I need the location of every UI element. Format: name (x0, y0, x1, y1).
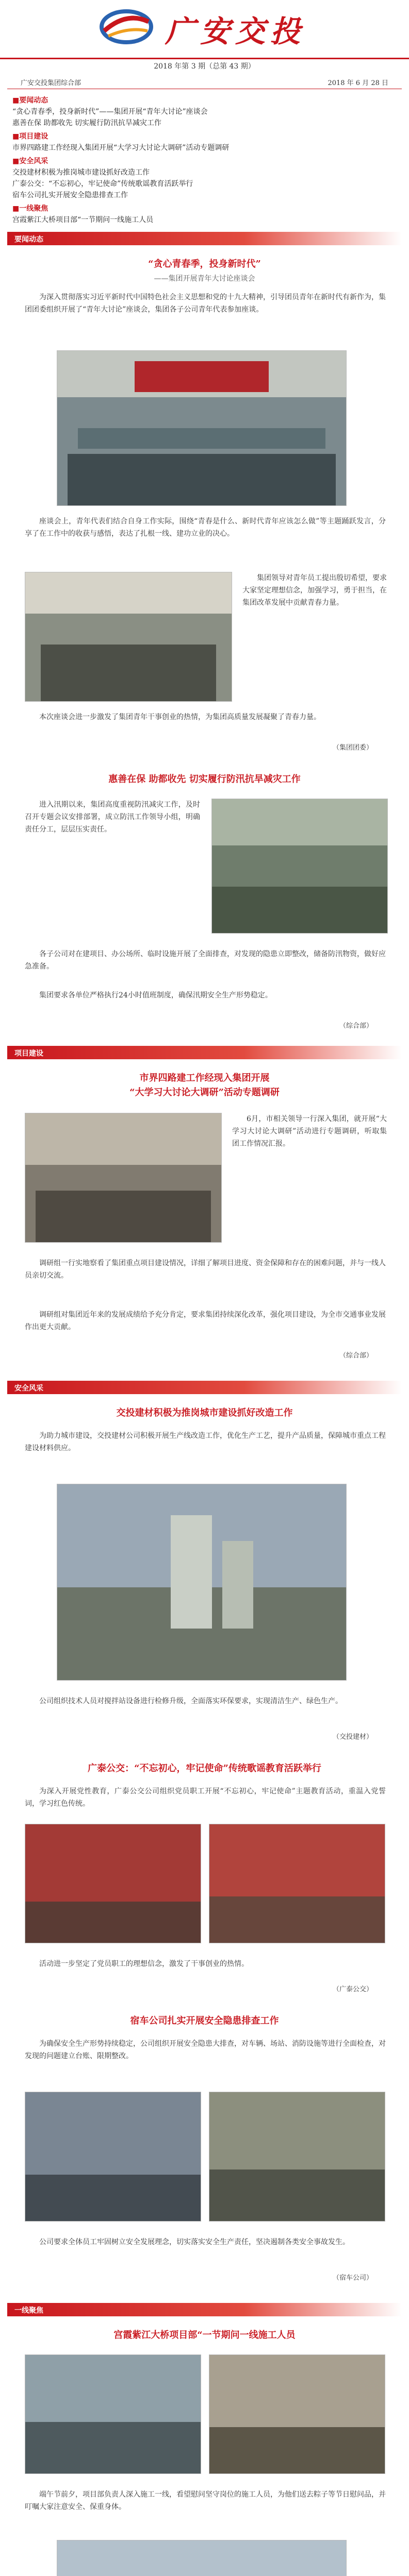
toc-item[interactable]: 广泰公交：“不忘初心，牢记使命”传统歌谣教育活跃举行 (12, 180, 193, 188)
article-paragraph: 调研组对集团近年来的发展成绩给予充分肯定，要求集团持续深化改革，强化项目建设，为全市交通事业发展作出更大贡献。 (25, 1311, 386, 1331)
article-paragraph: 集团要求各单位严格执行24小时值班制度，确保汛期安全生产形势稳定。 (39, 991, 272, 999)
photo-bridge (57, 2540, 347, 2576)
photo-activity-2 (209, 1824, 385, 1943)
logo-icon (98, 6, 155, 47)
toc-focus-tag: ■要闻动态 (12, 96, 48, 105)
toc-item[interactable]: 交投建材积极为推岗城市建设抓好改造工作 (12, 168, 150, 177)
article-title: “大学习大讨论大调研”活动专题调研 (129, 1087, 280, 1098)
article-paragraph: 座谈会上，青年代表们结合自身工作实际，围绕“青春是什么、新时代青年应该怎么做”等主题踊跃发言，分享了在工作中的收获与感悟，表达了扎根一线、建功立业的决心。 (25, 517, 386, 538)
issue-line: 2018 年第 3 期（总第 43 期） (154, 62, 255, 71)
publisher: 广安交投集团综合部 (21, 79, 81, 87)
article-paragraph: 6月，市相关领导一行深入集团，就开展“大学习大讨论大调研”活动进行专题调研，听取集团工作情况汇报。 (232, 1115, 387, 1148)
article-paragraph: 进入汛期以来，集团高度重视防汛减灾工作，及时召开专题会议安排部署，成立防汛工作领导小组，明确责任分工，层层压实责任。 (25, 801, 200, 834)
article-paragraph: 为深入贯彻落实习近平新时代中国特色社会主义思想和党的十九大精神，引导团员青年在新时代有新作为，集团团委组织开展了“青年大讨论”座谈会，集团各子公司青年代表参加座谈。 (25, 293, 386, 314)
article-paragraph: 端午节前夕，项目部负责人深入施工一线，看望慰问坚守岗位的施工人员，为他们送去粽子等节日慰问品，并叮嘱大家注意安全、保重身体。 (25, 2490, 386, 2511)
toc-safety-tag: ■安全风采 (12, 157, 48, 165)
photo-plant (57, 1484, 347, 1681)
article-title: 惠善在保 助都收先 切实履行防汛抗旱减灾工作 (108, 774, 301, 785)
section-header-front (7, 2303, 402, 2316)
article-signature: （交投建材） (332, 1733, 373, 1741)
article-paragraph: 集团领导对青年员工提出殷切希望，要求大家坚定理想信念，加强学习，勇于担当，在集团改革发展中贡献青春力量。 (242, 574, 387, 607)
section-label: 要闻动态 (14, 235, 43, 244)
article-title: “贪心青春季，投身新时代” (148, 259, 261, 269)
photo-visit-1 (25, 2354, 201, 2474)
article-title: 宫霞紫江大桥项目部“一节期问一线施工人员 (113, 2330, 296, 2341)
article-signature: （广泰公交） (332, 1986, 373, 1993)
section-label: 项目建设 (14, 1049, 43, 1058)
photo-visit-2 (209, 2354, 385, 2474)
article-paragraph: 公司组织技术人员对搅拌站设备进行检修升级，全面落实环保要求，实现清洁生产、绿色生产。 (39, 1697, 342, 1705)
masthead-divider (0, 58, 409, 59)
article-paragraph: 活动进一步坚定了党员职工的理想信念，激发了干事创业的热情。 (39, 1960, 249, 1968)
article-paragraph: 为助力城市建设，交投建材公司积极开展生产线改造工作，优化生产工艺，提升产品质量，保障城市重点工程建设材料供应。 (25, 1432, 386, 1452)
photo-meeting (57, 350, 347, 506)
toc-item[interactable]: 宿车公司扎实开展安全隐患排查工作 (12, 191, 128, 199)
toc-item[interactable]: 惠善在保 助都收先 切实履行防汛抗旱减灾工作 (12, 119, 161, 127)
publish-date: 2018 年 6 月 28 日 (328, 79, 388, 87)
toc-item[interactable]: 市界四路建工作经现入集团开展“大学习大讨论大调研”活动专题调研 (12, 144, 230, 152)
photo-inspection-2 (209, 2092, 385, 2222)
article-title: 市界四路建工作经现入集团开展 (139, 1073, 270, 1083)
photo-activity-1 (25, 1824, 201, 1943)
article-signature: （综合部） (339, 1022, 373, 1030)
article-subtitle: ——集团开展青年大讨论座谈会 (154, 275, 255, 283)
article-paragraph: 为深入开展党性教育，广泰公交公司组织党员职工开展“不忘初心，牢记使命”主题教育活动，重温入党誓词，学习红色传统。 (25, 1787, 386, 1808)
article-paragraph: 本次座谈会进一步激发了集团青年干事创业的热情，为集团高质量发展凝聚了青春力量。 (39, 713, 321, 721)
article-signature: （宿车公司） (332, 2274, 373, 2282)
article-title: 交投建材积极为推岗城市建设抓好改造工作 (116, 1408, 293, 1418)
photo-discussion (25, 572, 232, 702)
article-paragraph: 调研组一行实地察看了集团重点项目建设情况，详细了解项目进度、资金保障和存在的困难问题，并与一线人员亲切交流。 (25, 1259, 386, 1280)
article-signature: （综合部） (339, 1352, 373, 1360)
toc-item[interactable]: 宫霞紫江大桥项目部“一节期问一线施工人员 (12, 216, 154, 224)
section-header-project (7, 1046, 402, 1059)
section-label: 安全风采 (14, 1384, 43, 1393)
photo-inspection-1 (25, 2092, 201, 2222)
article-title: 宿车公司扎实开展安全隐患排查工作 (130, 2015, 279, 2026)
article-paragraph: 各子公司对在建项目、办公场所、临时设施开展了全面排查，对发现的隐患立即整改，储备防汛物资，做好应急准备。 (25, 950, 386, 971)
section-header-news (7, 232, 402, 245)
section-header-safety (7, 1381, 402, 1394)
toc-item[interactable]: “贪心青春季，投身新时代”——集团开展“青年大讨论”座谈会 (12, 108, 208, 116)
section-label: 一线聚焦 (14, 2307, 43, 2315)
toc-project-tag: ■项目建设 (12, 132, 48, 141)
masthead-title: 广安交投 (165, 14, 306, 49)
masthead (0, 0, 409, 57)
article-title: 广泰公交：“不忘初心，牢记使命”传统歌谣教育活跃举行 (88, 1763, 321, 1774)
toc-front-tag: ■一线聚焦 (12, 205, 48, 213)
photo-survey (25, 1113, 222, 1243)
photo-flood-inspection (211, 799, 388, 934)
article-signature: （集团团委） (332, 744, 373, 752)
article-paragraph: 为确保安全生产形势持续稳定，公司组织开展安全隐患大排查，对车辆、场站、消防设施等进行全面检查，对发现的问题建立台账、限期整改。 (25, 2040, 386, 2060)
article-paragraph: 公司要求全体员工牢固树立安全发展理念，切实落实安全生产责任，坚决遏制各类安全事故发生。 (39, 2238, 350, 2246)
